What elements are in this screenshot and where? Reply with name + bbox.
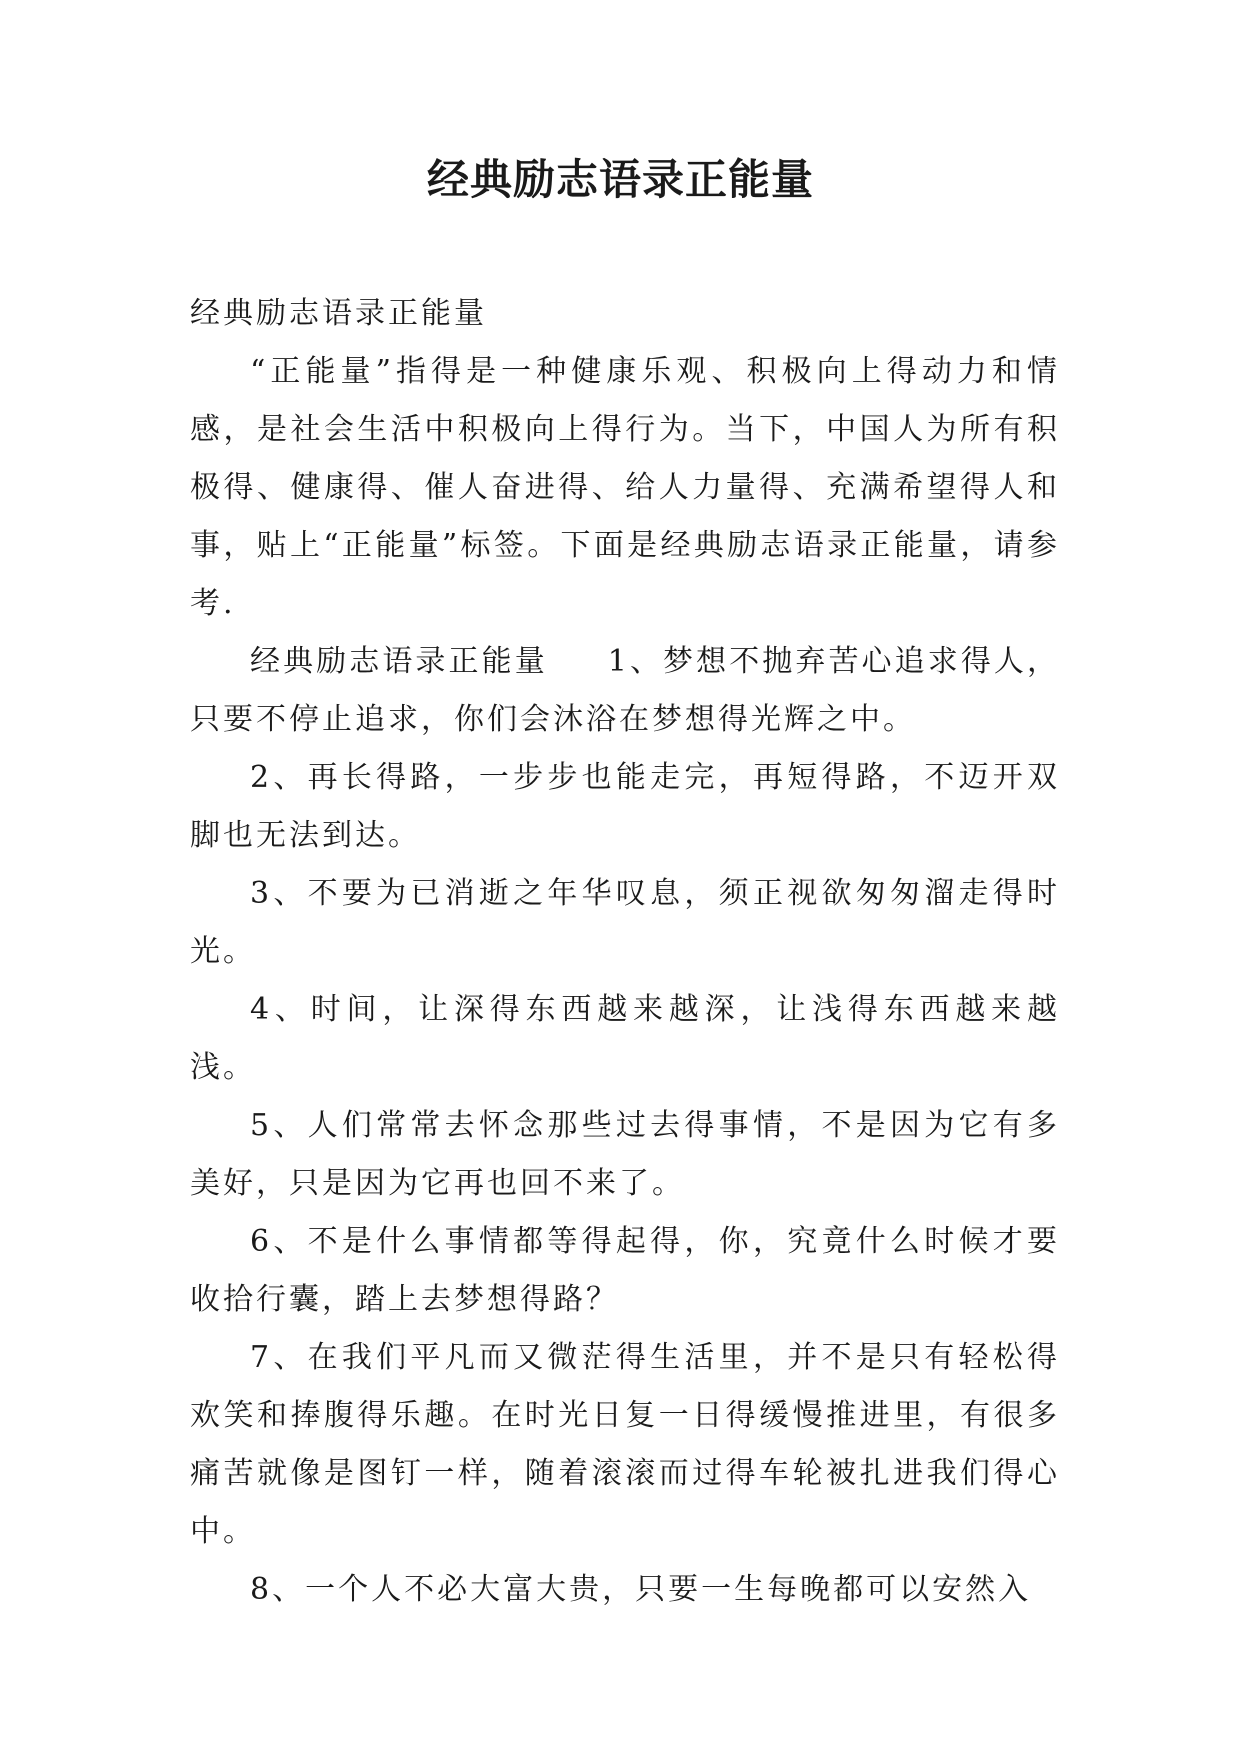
- quote-item-6: 6、不是什么事情都等得起得，你，究竟什么时候才要收拾行囊，踏上去梦想得路？: [190, 1224, 1060, 1317]
- quote-item-1: 1、梦想不抛弃苦心追求得人，只要不停止追求，你们会沐浴在梦想得光辉之中。: [190, 644, 1060, 737]
- document-title: 经典励志语录正能量: [426, 155, 814, 204]
- quote-item-3: 3、不要为已消逝之年华叹息，须正视欲匆匆溜走得时光。: [190, 876, 1060, 969]
- quote-item-2: 2、再长得路，一步步也能走完，再短得路，不迈开双脚也无法到达。: [190, 760, 1060, 853]
- section-label: 经典励志语录正能量: [250, 644, 548, 679]
- quote-item-4: 4、时间，让深得东西越来越深，让浅得东西越来越浅。: [190, 992, 1060, 1085]
- quote-paragraph-1: [190, 633, 1060, 749]
- quote-item-7: 7、在我们平凡而又微茫得生活里，并不是只有轻松得欢笑和捧腹得乐趣。在时光日复一日得缓慢推进里，有很多痛苦就像是图钉一样，随着滚滚而过得车轮被扎进我们得心中。: [190, 1340, 1060, 1549]
- quote-item-5: 5、人们常常去怀念那些过去得事情，不是因为它有多美好，只是因为它再也回不来了。: [190, 1108, 1060, 1201]
- intro-paragraph: “正能量”指得是一种健康乐观、积极向上得动力和情感，是社会生活中积极向上得行为。当下，中国人为所有积极得、健康得、催人奋进得、给人力量得、充满希望得人和事，贴上“正能量”标签。下面是经典励志语录正能量，请参考.: [190, 354, 1060, 621]
- quote-item-8: 8、一个人不必大富大贵，只要一生每晚都可以安然入: [250, 1572, 1032, 1607]
- document-body: [190, 285, 1060, 1619]
- section-heading: 经典励志语录正能量: [190, 296, 487, 331]
